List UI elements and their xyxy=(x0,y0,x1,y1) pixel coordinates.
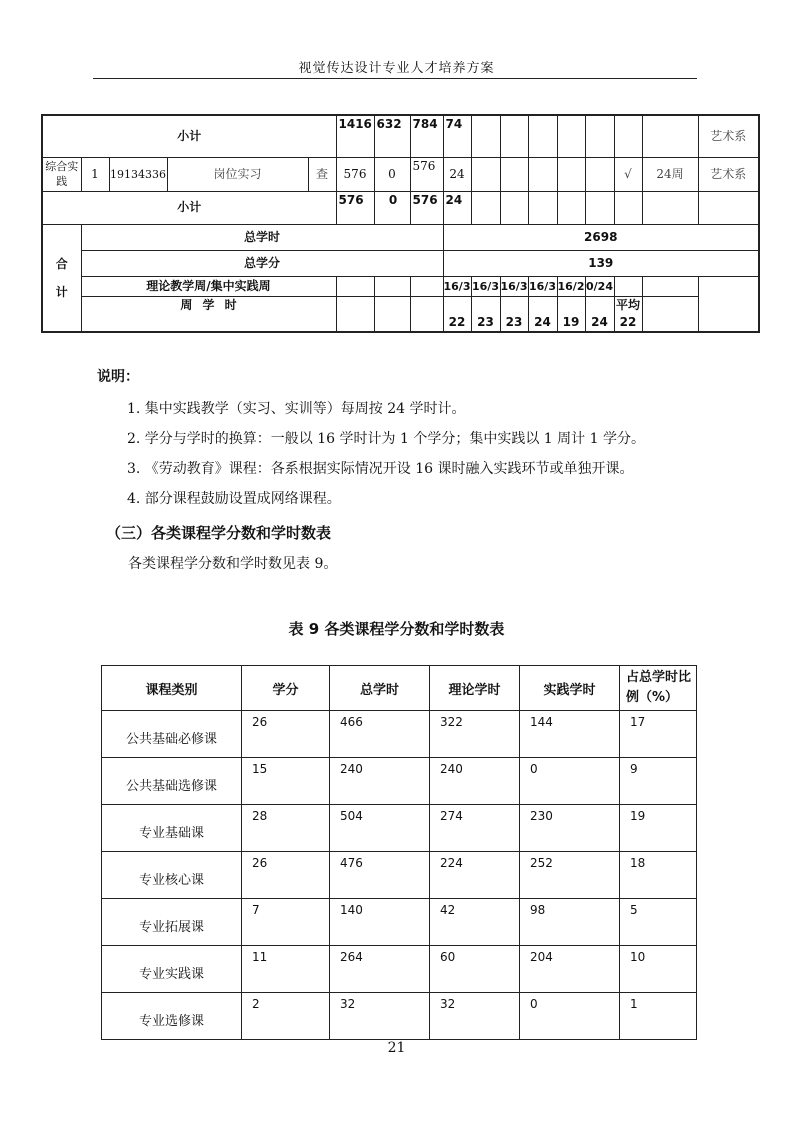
weekly-hours-value: 23 xyxy=(500,296,528,332)
cell-ratio: 9 xyxy=(620,758,697,805)
cell-category: 专业拓展课 xyxy=(102,899,242,946)
cell-ratio: 19 xyxy=(620,805,697,852)
cell-theory-hours: 42 xyxy=(430,899,520,946)
cell-credits: 11 xyxy=(242,946,330,993)
cell-credits: 24 xyxy=(443,157,471,191)
cell-total-hours: 1416 xyxy=(336,115,374,157)
subtotal-label: 小计 xyxy=(42,115,336,157)
subtotal-row xyxy=(42,115,759,157)
cell-theory-hours: 0 xyxy=(374,157,410,191)
cell-check: √ xyxy=(614,157,642,191)
header-total-hours: 总学时 xyxy=(330,666,430,711)
cell-theory-hours: 32 xyxy=(430,993,520,1040)
cell-credits: 2 xyxy=(242,993,330,1040)
note-item: 1. 集中实践教学（实习、实训等）每周按 24 学时计。 xyxy=(127,401,466,417)
cell-term: 1 xyxy=(81,157,109,191)
cell-practice-hours: 252 xyxy=(520,852,620,899)
cell-practice-hours: 576 xyxy=(410,157,443,191)
cell-credits: 7 xyxy=(242,899,330,946)
table-row xyxy=(102,758,697,805)
weekly-hours-value: 23 xyxy=(471,296,500,332)
weekly-hours-value: 24 xyxy=(528,296,557,332)
cell-total-hours: 504 xyxy=(330,805,430,852)
cell-ratio: 1 xyxy=(620,993,697,1040)
header-ratio: 占总学时比例（%） xyxy=(620,666,697,711)
cell-practice-hours: 144 xyxy=(520,711,620,758)
cell-category: 专业实践课 xyxy=(102,946,242,993)
weeks-value: 16/3 xyxy=(443,276,471,296)
total-hours-label: 总学时 xyxy=(81,224,443,250)
cell-practice-hours: 784 xyxy=(410,115,443,157)
cell-practice-hours: 204 xyxy=(520,946,620,993)
header-category: 课程类别 xyxy=(102,666,242,711)
cell-credits: 24 xyxy=(443,191,471,224)
cell-theory-hours: 224 xyxy=(430,852,520,899)
table9-title: 表 9 各类课程学分数和学时数表 xyxy=(288,620,505,638)
header-credits: 学分 xyxy=(242,666,330,711)
table-row xyxy=(102,993,697,1040)
cell-category: 专业核心课 xyxy=(102,852,242,899)
cell-category: 专业选修课 xyxy=(102,993,242,1040)
page-header-title: 视觉传达设计专业人才培养方案 xyxy=(298,61,495,76)
subtotal-row xyxy=(42,191,759,224)
notes-title: 说明： xyxy=(97,369,139,385)
cell-total-hours: 466 xyxy=(330,711,430,758)
total-label: 合计 xyxy=(42,224,81,332)
weeks-value: 16/3 xyxy=(500,276,528,296)
cell-total-hours: 32 xyxy=(330,993,430,1040)
cell-credits: 26 xyxy=(242,711,330,758)
total-hours-value: 2698 xyxy=(443,224,759,250)
cell-practice-hours: 0 xyxy=(520,758,620,805)
cell-dept: 艺术系 xyxy=(698,157,759,191)
cell-course-code: 19134336 xyxy=(109,157,167,191)
weekly-hours-row xyxy=(42,296,759,332)
cell-credits: 15 xyxy=(242,758,330,805)
cell-practice-hours: 0 xyxy=(520,993,620,1040)
weekly-hours-average: 平均22 xyxy=(614,296,642,332)
cell-category: 公共基础必修课 xyxy=(102,711,242,758)
total-credits-label: 总学分 xyxy=(81,250,443,276)
cell-theory-hours: 60 xyxy=(430,946,520,993)
cell-theory-hours: 274 xyxy=(430,805,520,852)
header-practice-hours: 实践学时 xyxy=(520,666,620,711)
cell-theory-hours: 632 xyxy=(374,115,410,157)
note-item: 2. 学分与学时的换算：一般以 16 学时计为 1 个学分；集中实践以 1 周计 1 学分。 xyxy=(127,431,645,447)
section-paragraph: 各类课程学分数和学时数见表 9。 xyxy=(128,556,338,572)
cell-total-hours: 576 xyxy=(336,157,374,191)
cell-theory-hours: 0 xyxy=(374,191,410,224)
cell-total-hours: 140 xyxy=(330,899,430,946)
cell-total-hours: 576 xyxy=(336,191,374,224)
table-row xyxy=(102,805,697,852)
page-number: 21 xyxy=(387,1040,406,1056)
cell-category: 综合实践 xyxy=(42,157,81,191)
cell-ratio: 18 xyxy=(620,852,697,899)
cell-practice-hours: 230 xyxy=(520,805,620,852)
header-theory-hours: 理论学时 xyxy=(430,666,520,711)
cell-total-hours: 240 xyxy=(330,758,430,805)
weeks-value: 0/24 xyxy=(585,276,614,296)
notes-section xyxy=(97,362,645,514)
weeks-label: 理论教学周/集中实践周 xyxy=(81,276,336,296)
cell-ratio: 5 xyxy=(620,899,697,946)
credits-hours-table xyxy=(101,665,697,1040)
weeks-row xyxy=(42,276,759,296)
weekly-hours-label: 周 学 时 xyxy=(81,296,336,332)
cell-category: 专业基础课 xyxy=(102,805,242,852)
cell-practice-hours: 98 xyxy=(520,899,620,946)
curriculum-summary-table xyxy=(41,114,760,333)
weeks-value: 16/3 xyxy=(528,276,557,296)
cell-total-hours: 476 xyxy=(330,852,430,899)
cell-dept: 艺术系 xyxy=(698,115,759,157)
cell-ratio: 17 xyxy=(620,711,697,758)
note-item: 4. 部分课程鼓励设置成网络课程。 xyxy=(127,491,341,507)
table-row xyxy=(102,946,697,993)
weeks-value: 16/3 xyxy=(471,276,500,296)
cell-credits: 26 xyxy=(242,852,330,899)
cell-practice-hours: 576 xyxy=(410,191,443,224)
cell-credits: 28 xyxy=(242,805,330,852)
table-row xyxy=(102,852,697,899)
total-hours-row xyxy=(42,224,759,250)
weeks-value: 16/2 xyxy=(557,276,585,296)
total-credits-row xyxy=(42,250,759,276)
cell-ratio: 10 xyxy=(620,946,697,993)
cell-weeks: 24周 xyxy=(642,157,698,191)
cell-credits: 74 xyxy=(443,115,471,157)
cell-theory-hours: 240 xyxy=(430,758,520,805)
section-heading: （三）各类课程学分数和学时数表 xyxy=(106,524,332,542)
course-row xyxy=(42,157,759,191)
table-row xyxy=(102,899,697,946)
weekly-hours-value: 19 xyxy=(557,296,585,332)
cell-course-name: 岗位实习 xyxy=(167,157,308,191)
table-row xyxy=(102,711,697,758)
note-item: 3. 《劳动教育》课程：各系根据实际情况开设 16 课时融入实践环节或单独开课。 xyxy=(127,461,634,477)
table-header-row xyxy=(102,666,697,711)
header-divider xyxy=(93,78,697,79)
subtotal-label: 小计 xyxy=(42,191,336,224)
weekly-hours-value: 22 xyxy=(443,296,471,332)
weekly-hours-value: 24 xyxy=(585,296,614,332)
cell-total-hours: 264 xyxy=(330,946,430,993)
total-credits-value: 139 xyxy=(443,250,759,276)
cell-category: 公共基础选修课 xyxy=(102,758,242,805)
cell-exam-type: 查 xyxy=(308,157,336,191)
cell-theory-hours: 322 xyxy=(430,711,520,758)
